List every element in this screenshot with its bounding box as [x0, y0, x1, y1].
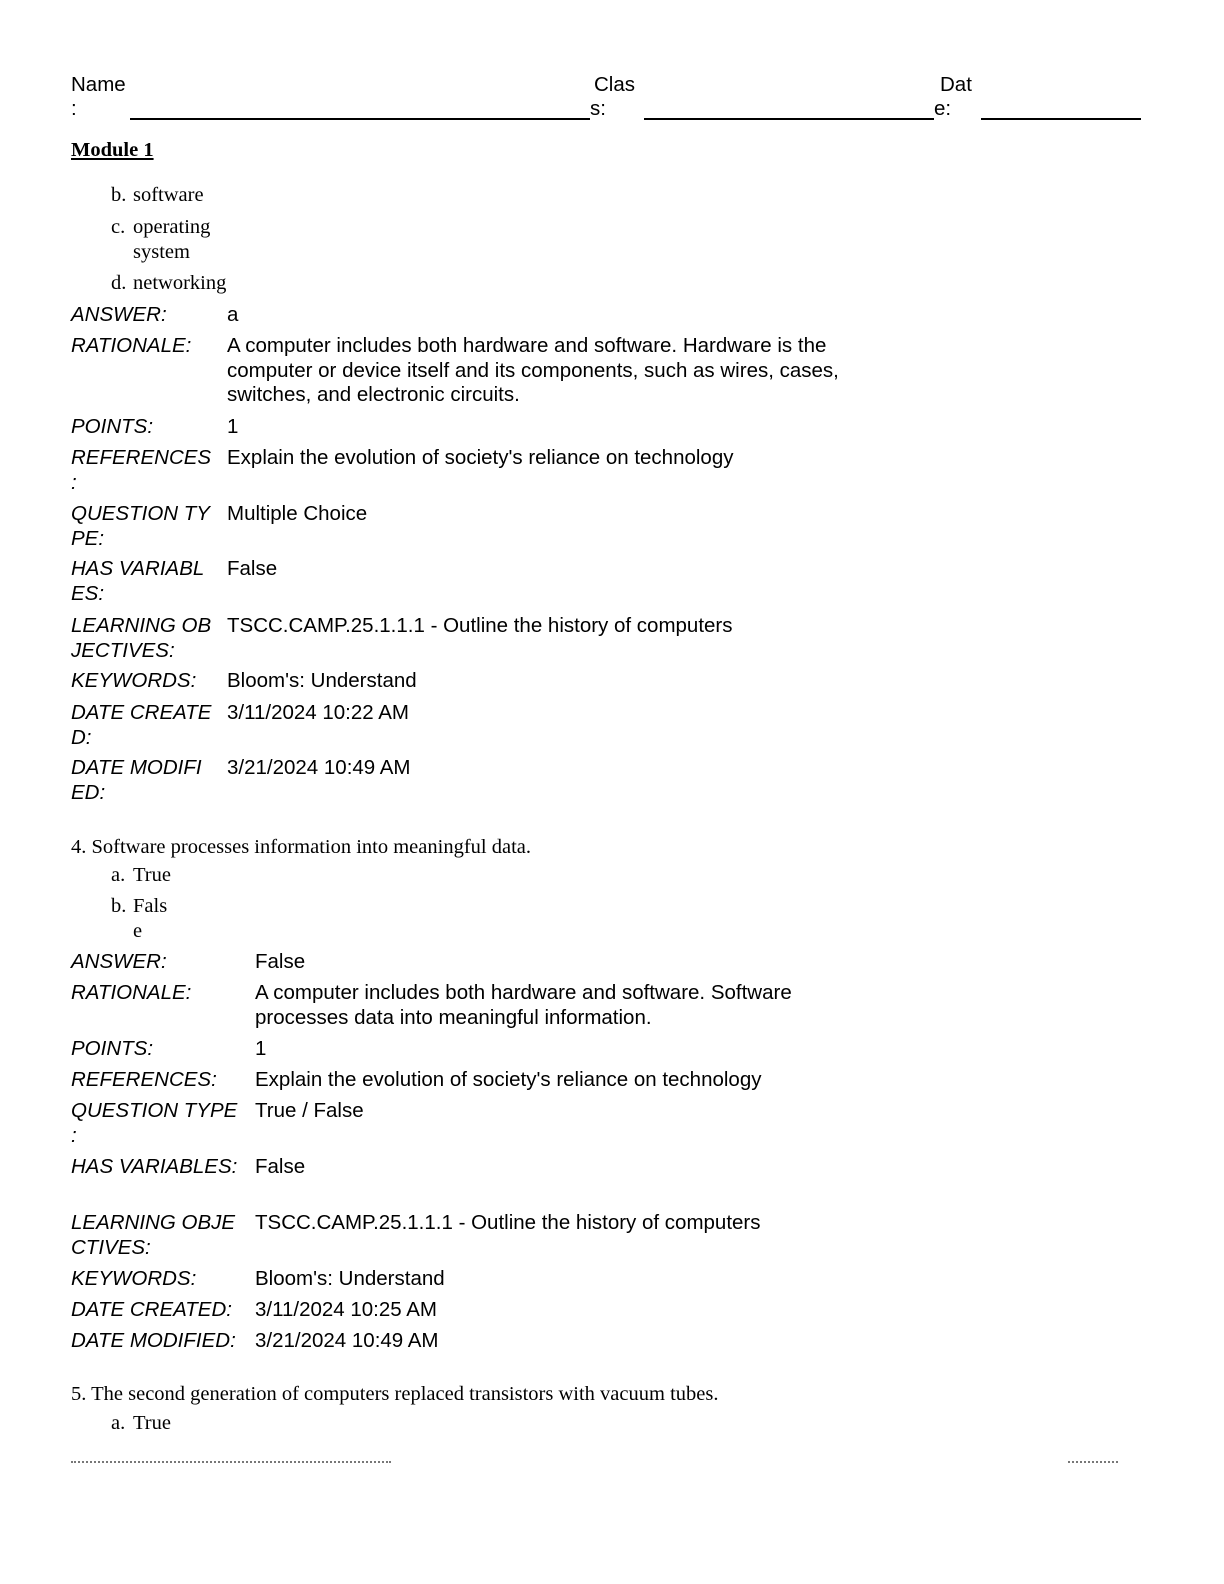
- date-label: Dat: [940, 73, 972, 96]
- q3-created-value: 3/11/2024 10:22 AM: [227, 701, 409, 724]
- q4-hasvar-value: False: [255, 1155, 306, 1178]
- class-label: Clas: [594, 73, 636, 96]
- module-title: Module 1: [71, 139, 154, 161]
- q4-qtype-label-cont: :: [71, 1124, 77, 1147]
- q3-modified-label-cont: ED:: [71, 781, 106, 804]
- q4-stem: 4. Software processes information into meaningful data.: [71, 836, 531, 858]
- q3-points-value: 1: [227, 415, 239, 438]
- q3-lo-label: LEARNING OB: [71, 614, 212, 637]
- footer-right-clipped: [1068, 1461, 1118, 1469]
- q5-stem: 5. The second generation of computers replaced transistors with vacuum tubes.: [71, 1383, 719, 1405]
- q3-created-label: DATE CREATE: [71, 701, 212, 724]
- q3-answer-label: ANSWER:: [71, 303, 167, 326]
- q4-keywords-value: Bloom's: Understand: [255, 1267, 445, 1290]
- q4-hasvar-label: HAS VARIABLES:: [71, 1155, 238, 1178]
- q3-option-c-letter: c.: [111, 216, 126, 238]
- q4-references-label: REFERENCES:: [71, 1068, 217, 1091]
- q3-qtype-value: Multiple Choice: [227, 502, 368, 525]
- q4-option-a-letter: a.: [111, 864, 126, 886]
- q4-keywords-label: KEYWORDS:: [71, 1267, 197, 1290]
- q3-option-b: software: [133, 184, 204, 206]
- q3-option-d: networking: [133, 272, 227, 294]
- q4-rationale-line1: A computer includes both hardware and software. Software: [255, 981, 792, 1004]
- q4-rationale-line2: processes data into meaningful information.: [255, 1006, 652, 1029]
- q3-answer-value: a: [227, 303, 239, 326]
- q4-modified-label: DATE MODIFIED:: [71, 1329, 236, 1352]
- q4-created-label: DATE CREATED:: [71, 1298, 232, 1321]
- q3-points-label: POINTS:: [71, 415, 154, 438]
- q3-qtype-label-cont: PE:: [71, 527, 105, 550]
- q3-rationale-line2: computer or device itself and its components, such as wires, cases,: [227, 359, 839, 382]
- q4-qtype-label: QUESTION TYPE: [71, 1099, 238, 1122]
- q3-hasvar-label: HAS VARIABL: [71, 557, 205, 580]
- q4-points-label: POINTS:: [71, 1037, 154, 1060]
- q4-qtype-value: True / False: [255, 1099, 364, 1122]
- q3-keywords-value: Bloom's: Understand: [227, 669, 417, 692]
- q4-option-b-letter: b.: [111, 895, 127, 917]
- q4-lo-label-cont: CTIVES:: [71, 1236, 151, 1259]
- q4-option-b-line2: e: [133, 920, 143, 942]
- q3-rationale-line3: switches, and electronic circuits.: [227, 383, 520, 406]
- q4-rationale-label: RATIONALE:: [71, 981, 192, 1004]
- q4-option-a: True: [133, 864, 171, 886]
- q3-keywords-label: KEYWORDS:: [71, 669, 197, 692]
- q3-rationale-label: RATIONALE:: [71, 334, 192, 357]
- q3-option-d-letter: d.: [111, 272, 127, 294]
- q3-modified-value: 3/21/2024 10:49 AM: [227, 756, 411, 779]
- q3-created-label-cont: D:: [71, 726, 92, 749]
- q3-references-label: REFERENCES: [71, 446, 212, 469]
- q4-references-value: Explain the evolution of society's reliance on technology: [255, 1068, 762, 1091]
- q3-qtype-label: QUESTION TY: [71, 502, 210, 525]
- q5-option-a: True: [133, 1412, 171, 1434]
- q3-option-c-line1: operating: [133, 216, 211, 238]
- q4-created-value: 3/11/2024 10:25 AM: [255, 1298, 437, 1321]
- name-label: Name: [71, 73, 126, 96]
- q4-lo-label: LEARNING OBJE: [71, 1211, 236, 1234]
- date-label-suffix: e:: [934, 97, 952, 120]
- q4-option-b-line1: Fals: [133, 895, 168, 917]
- q3-lo-value: TSCC.CAMP.25.1.1.1 - Outline the history of computers: [227, 614, 733, 637]
- q4-answer-value: False: [255, 950, 306, 973]
- name-input-line[interactable]: [130, 118, 590, 120]
- q4-lo-value: TSCC.CAMP.25.1.1.1 - Outline the history of computers: [255, 1211, 761, 1234]
- q4-modified-value: 3/21/2024 10:49 AM: [255, 1329, 439, 1352]
- q3-modified-label: DATE MODIFI: [71, 756, 202, 779]
- q3-references-label-cont: :: [71, 471, 77, 494]
- q3-lo-label-cont: JECTIVES:: [71, 639, 175, 662]
- q5-option-a-letter: a.: [111, 1412, 126, 1434]
- q3-rationale-line1: A computer includes both hardware and software. Hardware is the: [227, 334, 827, 357]
- q3-hasvar-label-cont: ES:: [71, 582, 105, 605]
- q3-option-c-line2: system: [133, 241, 190, 263]
- footer-left-clipped: [71, 1461, 391, 1469]
- q3-hasvar-value: False: [227, 557, 278, 580]
- q3-references-value: Explain the evolution of society's reliance on technology: [227, 446, 734, 469]
- q3-option-b-letter: b.: [111, 184, 127, 206]
- q4-answer-label: ANSWER:: [71, 950, 167, 973]
- date-input-line[interactable]: [981, 118, 1141, 120]
- q4-points-value: 1: [255, 1037, 267, 1060]
- class-label-suffix: s:: [590, 97, 606, 120]
- class-input-line[interactable]: [644, 118, 934, 120]
- name-label-colon: :: [71, 97, 77, 120]
